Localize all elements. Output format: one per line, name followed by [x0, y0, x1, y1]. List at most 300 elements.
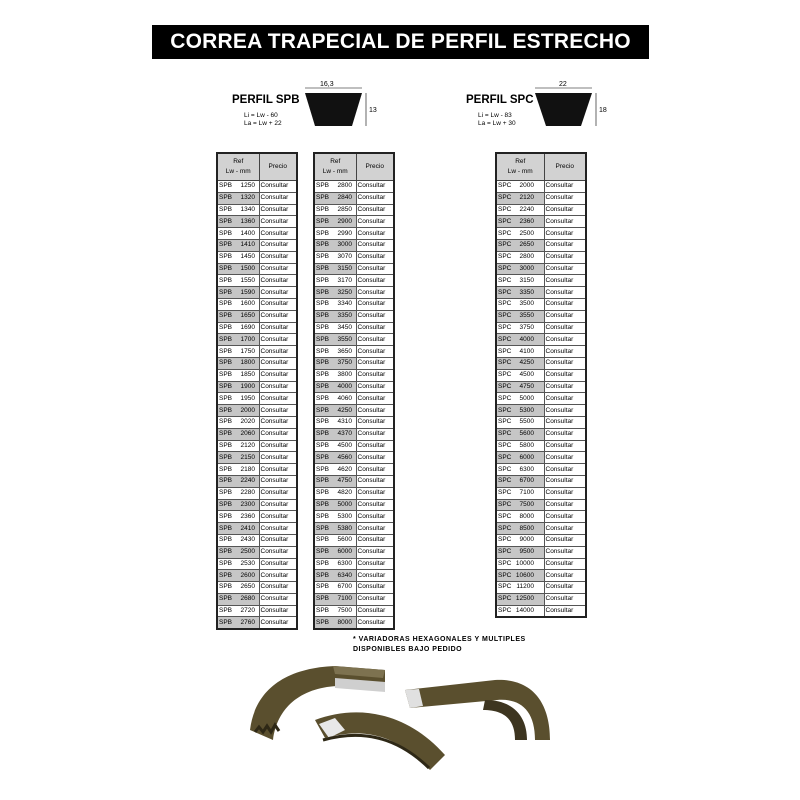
table-row — [217, 452, 297, 464]
ref-code: SPC — [498, 489, 512, 497]
price-cell: Consultar — [356, 228, 394, 240]
ref-code: SPB — [219, 536, 233, 544]
ref-code: SPB — [316, 406, 330, 414]
ref-code: SPC — [498, 394, 512, 402]
ref-cell — [217, 605, 259, 617]
ref-length: 5800 — [519, 441, 534, 449]
ref-length: 2360 — [519, 217, 534, 225]
ref-code: SPB — [316, 453, 330, 461]
price-cell: Consultar — [259, 452, 297, 464]
table-row — [496, 405, 586, 417]
price-cell: Consultar — [544, 381, 586, 393]
ref-cell — [217, 582, 259, 594]
price-cell: Consultar — [259, 322, 297, 334]
ref-cell — [496, 263, 544, 275]
table-row — [314, 204, 394, 216]
ref-cell — [217, 428, 259, 440]
ref-length: 2430 — [240, 536, 255, 544]
ref-length: 1900 — [240, 382, 255, 390]
ref-length: 6700 — [519, 477, 534, 485]
ref-length: 1700 — [240, 335, 255, 343]
price-cell: Consultar — [356, 558, 394, 570]
table-row — [217, 428, 297, 440]
ref-length: 6000 — [519, 453, 534, 461]
ref-code: SPB — [316, 253, 330, 261]
ref-code: SPC — [498, 500, 512, 508]
price-cell: Consultar — [544, 393, 586, 405]
ref-length: 3000 — [337, 241, 352, 249]
ref-cell — [314, 428, 356, 440]
ref-length: 2900 — [337, 217, 352, 225]
price-cell: Consultar — [356, 440, 394, 452]
price-cell: Consultar — [259, 534, 297, 546]
table-row — [314, 464, 394, 476]
table-row — [496, 204, 586, 216]
price-cell: Consultar — [356, 287, 394, 299]
ref-length: 4750 — [337, 477, 352, 485]
price-cell: Consultar — [356, 275, 394, 287]
price-cell: Consultar — [356, 570, 394, 582]
spc-table — [495, 152, 587, 618]
table-row — [217, 617, 297, 629]
ref-code: SPB — [219, 335, 233, 343]
table-row — [496, 369, 586, 381]
ref-code: SPB — [316, 194, 330, 202]
ref-length: 4500 — [519, 371, 534, 379]
ref-length: 4370 — [337, 430, 352, 438]
price-cell: Consultar — [544, 605, 586, 617]
table-row — [496, 381, 586, 393]
ref-cell — [314, 582, 356, 594]
ref-cell — [217, 346, 259, 358]
ref-cell — [496, 310, 544, 322]
table-row — [217, 546, 297, 558]
table-row — [217, 605, 297, 617]
ref-code: SPB — [316, 465, 330, 473]
ref-length: 6700 — [337, 583, 352, 591]
ref-length: 6300 — [337, 559, 352, 567]
ref-code: SPB — [316, 441, 330, 449]
ref-length: 2180 — [240, 465, 255, 473]
spb-table-2 — [313, 152, 395, 630]
price-cell: Consultar — [544, 475, 586, 487]
ref-length: 8000 — [337, 618, 352, 626]
profile-spb-cross-section-icon — [300, 80, 380, 130]
ref-code: SPB — [219, 595, 233, 603]
ref-cell — [217, 534, 259, 546]
price-cell: Consultar — [544, 487, 586, 499]
price-cell: Consultar — [259, 511, 297, 523]
price-cell: Consultar — [356, 617, 394, 629]
table-row — [314, 511, 394, 523]
price-cell: Consultar — [259, 546, 297, 558]
ref-code: SPB — [316, 595, 330, 603]
table-row — [217, 263, 297, 275]
table-row — [217, 558, 297, 570]
ref-cell — [496, 475, 544, 487]
ref-code: SPB — [316, 477, 330, 485]
ref-length: 1320 — [240, 194, 255, 202]
ref-length: 10000 — [515, 559, 534, 567]
ref-cell — [217, 405, 259, 417]
ref-cell — [496, 369, 544, 381]
price-cell: Consultar — [356, 452, 394, 464]
table-row — [496, 216, 586, 228]
ref-cell — [217, 357, 259, 369]
price-cell: Consultar — [259, 440, 297, 452]
ref-code: SPB — [219, 571, 233, 579]
table-row — [314, 570, 394, 582]
ref-code: SPB — [316, 205, 330, 213]
ref-cell — [217, 593, 259, 605]
ref-length: 5000 — [519, 394, 534, 402]
ref-code: SPB — [316, 536, 330, 544]
ref-cell — [496, 346, 544, 358]
ref-cell — [314, 546, 356, 558]
price-cell: Consultar — [356, 593, 394, 605]
table-row — [496, 251, 586, 263]
ref-length: 1450 — [240, 253, 255, 261]
ref-cell — [217, 334, 259, 346]
ref-cell — [496, 511, 544, 523]
ref-code: SPB — [316, 300, 330, 308]
ref-code: SPC — [498, 359, 512, 367]
table-row — [496, 239, 586, 251]
table-row — [314, 228, 394, 240]
table-row — [314, 263, 394, 275]
ref-code: SPB — [219, 229, 233, 237]
table-row — [217, 487, 297, 499]
ref-code: SPB — [316, 264, 330, 272]
table-row — [314, 357, 394, 369]
ref-cell — [496, 534, 544, 546]
ref-cell — [217, 511, 259, 523]
price-cell: Consultar — [544, 239, 586, 251]
ref-cell — [217, 558, 259, 570]
profile-spc-height: 18 — [599, 107, 607, 114]
ref-length: 6340 — [337, 571, 352, 579]
ref-cell — [496, 216, 544, 228]
ref-code: SPC — [498, 595, 512, 603]
ref-length: 1850 — [240, 371, 255, 379]
profile-spc-formula-2: La = Lw + 30 — [478, 120, 516, 127]
ref-cell — [314, 593, 356, 605]
price-cell: Consultar — [544, 204, 586, 216]
ref-cell — [314, 405, 356, 417]
ref-length: 1360 — [240, 217, 255, 225]
price-cell: Consultar — [356, 464, 394, 476]
price-cell: Consultar — [544, 357, 586, 369]
ref-length: 1590 — [240, 288, 255, 296]
price-cell: Consultar — [544, 558, 586, 570]
ref-length: 5500 — [519, 418, 534, 426]
price-cell: Consultar — [356, 582, 394, 594]
table-row — [217, 310, 297, 322]
table-row — [496, 357, 586, 369]
ref-cell — [314, 617, 356, 629]
page-title: CORREA TRAPECIAL DE PERFIL ESTRECHO — [152, 25, 649, 59]
price-cell: Consultar — [259, 287, 297, 299]
ref-cell — [217, 464, 259, 476]
price-cell: Consultar — [544, 582, 586, 594]
ref-code: SPC — [498, 536, 512, 544]
table-row — [314, 440, 394, 452]
table-row — [314, 239, 394, 251]
price-cell: Consultar — [259, 617, 297, 629]
ref-length: 2650 — [240, 583, 255, 591]
ref-code: SPB — [219, 548, 233, 556]
ref-length: 2680 — [240, 595, 255, 603]
ref-length: 1600 — [240, 300, 255, 308]
price-cell: Consultar — [356, 405, 394, 417]
ref-length: 2800 — [337, 182, 352, 190]
table-row — [496, 582, 586, 594]
table-row — [496, 546, 586, 558]
ref-cell — [496, 228, 544, 240]
ref-code: SPB — [219, 489, 233, 497]
ref-length: 4250 — [337, 406, 352, 414]
ref-cell — [217, 440, 259, 452]
price-cell: Consultar — [356, 251, 394, 263]
table-row — [314, 275, 394, 287]
price-cell: Consultar — [544, 287, 586, 299]
table-row — [314, 558, 394, 570]
price-cell: Consultar — [356, 428, 394, 440]
table-row — [217, 298, 297, 310]
ref-code: SPC — [498, 441, 512, 449]
ref-code: SPB — [219, 500, 233, 508]
ref-cell — [314, 487, 356, 499]
ref-cell — [496, 192, 544, 204]
ref-length: 2000 — [240, 406, 255, 414]
ref-cell — [314, 216, 356, 228]
price-cell: Consultar — [259, 570, 297, 582]
ref-cell — [314, 263, 356, 275]
ref-length: 1550 — [240, 276, 255, 284]
ref-code: SPC — [498, 548, 512, 556]
ref-code: SPB — [219, 441, 233, 449]
ref-code: SPC — [498, 229, 512, 237]
ref-code: SPB — [219, 371, 233, 379]
ref-cell — [314, 251, 356, 263]
table-row — [496, 511, 586, 523]
ref-length: 2850 — [337, 205, 352, 213]
ref-code: SPC — [498, 347, 512, 355]
ref-length: 4500 — [337, 441, 352, 449]
table-row — [217, 534, 297, 546]
price-cell: Consultar — [544, 322, 586, 334]
price-cell: Consultar — [356, 346, 394, 358]
ref-code: SPC — [498, 418, 512, 426]
price-cell: Consultar — [356, 239, 394, 251]
table-row — [496, 287, 586, 299]
price-cell: Consultar — [356, 546, 394, 558]
ref-cell — [314, 523, 356, 535]
ref-code: SPB — [219, 453, 233, 461]
ref-cell — [496, 334, 544, 346]
ref-cell — [314, 228, 356, 240]
availability-note — [353, 635, 526, 655]
ref-length: 10600 — [515, 571, 534, 579]
ref-cell — [314, 346, 356, 358]
price-cell: Consultar — [356, 499, 394, 511]
ref-length: 3350 — [519, 288, 534, 296]
table-row — [496, 334, 586, 346]
ref-length: 2300 — [240, 500, 255, 508]
ref-cell — [217, 204, 259, 216]
ref-cell — [496, 546, 544, 558]
price-cell: Consultar — [544, 346, 586, 358]
ref-cell — [314, 558, 356, 570]
ref-code: SPB — [316, 382, 330, 390]
ref-length: 3550 — [337, 335, 352, 343]
table-row — [314, 405, 394, 417]
price-cell: Consultar — [544, 405, 586, 417]
table-row — [314, 487, 394, 499]
table-row — [217, 228, 297, 240]
ref-code: SPC — [498, 241, 512, 249]
table-row — [217, 346, 297, 358]
price-cell: Consultar — [259, 487, 297, 499]
table-row — [496, 428, 586, 440]
ref-code: SPB — [219, 205, 233, 213]
price-cell: Consultar — [544, 216, 586, 228]
price-cell: Consultar — [259, 381, 297, 393]
ref-code: SPB — [316, 288, 330, 296]
price-cell: Consultar — [259, 192, 297, 204]
price-cell: Consultar — [259, 523, 297, 535]
table-row — [496, 275, 586, 287]
ref-cell — [217, 275, 259, 287]
price-cell: Consultar — [544, 440, 586, 452]
table-row — [496, 452, 586, 464]
ref-length: 2240 — [240, 477, 255, 485]
ref-code: SPB — [316, 489, 330, 497]
ref-length: 2150 — [240, 453, 255, 461]
ref-cell — [496, 464, 544, 476]
table-row — [217, 369, 297, 381]
table-row — [314, 381, 394, 393]
ref-code: SPB — [219, 524, 233, 532]
ref-length: 6300 — [519, 465, 534, 473]
price-cell: Consultar — [544, 275, 586, 287]
ref-length: 5000 — [337, 500, 352, 508]
profile-spb-height: 13 — [369, 107, 377, 114]
ref-code: SPB — [316, 512, 330, 520]
price-cell: Consultar — [544, 416, 586, 428]
ref-cell — [217, 310, 259, 322]
note-line-2: DISPONIBLES BAJO PEDIDO — [353, 646, 463, 653]
ref-cell — [496, 251, 544, 263]
table-row — [314, 617, 394, 629]
table-row — [314, 546, 394, 558]
ref-length: 4250 — [519, 359, 534, 367]
price-cell: Consultar — [259, 558, 297, 570]
table-row — [496, 558, 586, 570]
ref-cell — [496, 416, 544, 428]
price-cell: Consultar — [356, 381, 394, 393]
price-cell: Consultar — [259, 251, 297, 263]
ref-length: 2410 — [240, 524, 255, 532]
ref-code: SPB — [219, 382, 233, 390]
ref-cell — [496, 357, 544, 369]
ref-length: 4000 — [337, 382, 352, 390]
ref-length: 2000 — [519, 182, 534, 190]
profile-spc-cross-section-icon — [530, 80, 610, 130]
ref-cell — [217, 192, 259, 204]
ref-code: SPB — [316, 500, 330, 508]
table-row — [314, 452, 394, 464]
ref-code: SPB — [316, 276, 330, 284]
ref-code: SPC — [498, 465, 512, 473]
table-row — [314, 192, 394, 204]
ref-length: 4100 — [519, 347, 534, 355]
price-cell: Consultar — [259, 593, 297, 605]
ref-length: 7100 — [519, 489, 534, 497]
ref-code: SPB — [316, 394, 330, 402]
ref-code: SPB — [219, 323, 233, 331]
ref-length: 4620 — [337, 465, 352, 473]
ref-length: 1650 — [240, 312, 255, 320]
ref-code: SPC — [498, 300, 512, 308]
price-cell: Consultar — [356, 263, 394, 275]
table-row — [314, 605, 394, 617]
ref-length: 3250 — [337, 288, 352, 296]
ref-cell — [496, 405, 544, 417]
price-cell: Consultar — [544, 192, 586, 204]
table-row — [217, 464, 297, 476]
ref-cell — [496, 487, 544, 499]
price-cell: Consultar — [356, 523, 394, 535]
ref-cell — [496, 570, 544, 582]
table-row — [217, 204, 297, 216]
ref-cell — [496, 582, 544, 594]
ref-length: 3170 — [337, 276, 352, 284]
table-row — [314, 369, 394, 381]
ref-code: SPB — [219, 583, 233, 591]
ref-length: 3450 — [337, 323, 352, 331]
ref-length: 3800 — [337, 371, 352, 379]
ref-cell — [496, 381, 544, 393]
ref-length: 1950 — [240, 394, 255, 402]
ref-code: SPB — [219, 406, 233, 414]
price-cell: Consultar — [544, 534, 586, 546]
table-row — [217, 416, 297, 428]
price-cell: Consultar — [259, 346, 297, 358]
ref-length: 5300 — [519, 406, 534, 414]
ref-length: 2530 — [240, 559, 255, 567]
ref-cell — [496, 499, 544, 511]
ref-code: SPB — [219, 559, 233, 567]
table-row — [314, 334, 394, 346]
ref-code: SPB — [219, 241, 233, 249]
ref-code: SPC — [498, 512, 512, 520]
price-cell: Consultar — [259, 369, 297, 381]
multi-rib-belt-image — [405, 680, 550, 740]
price-cell: Consultar — [356, 369, 394, 381]
price-cell: Consultar — [259, 216, 297, 228]
ref-length: 5380 — [337, 524, 352, 532]
ref-code: SPB — [219, 288, 233, 296]
table-row — [496, 534, 586, 546]
ref-length: 1340 — [240, 205, 255, 213]
ref-code: SPC — [498, 559, 512, 567]
ref-code: SPC — [498, 253, 512, 261]
ref-cell — [314, 381, 356, 393]
ref-length: 2720 — [240, 607, 255, 615]
ref-cell — [314, 452, 356, 464]
ref-code: SPB — [316, 607, 330, 615]
